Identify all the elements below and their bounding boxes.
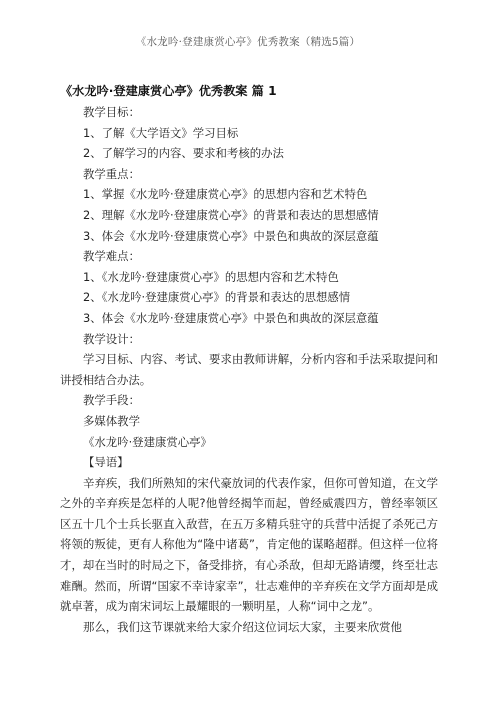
- difficulty-item-1: 1、《水龙吟·登建康赏心亭》的思想内容和艺术特色: [83, 269, 339, 284]
- difficulty-item-2: 2、《水龙吟·登建康赏心亭》的背景和表达的思想感情: [83, 290, 351, 305]
- paragraph-last: 那么，我们这节课就来给大家介绍这位词坛大家，主要来欣赏他: [83, 619, 402, 634]
- label-design: 教学设计：: [83, 331, 140, 346]
- key-point-item-2: 2、理解《水龙吟·登建康赏心亭》的背景和表达的思想感情: [83, 207, 379, 222]
- goal-item-1: 1、了解《大学语文》学习目标: [83, 125, 239, 140]
- paragraph-design: 学习目标、内容、考试、要求由教师讲解，分析内容和手法采取提问和讲授相结合办法。: [60, 352, 438, 387]
- poem-title: 《水龙吟·登建康赏心亭》: [83, 434, 212, 449]
- document-content: [60, 80, 438, 637]
- label-introduction: 【导语】: [83, 455, 129, 470]
- difficulty-item-3: 3、体会《水龙吟·登建康赏心亭》中景色和典故的深层意蕴: [83, 310, 379, 325]
- teaching-means-value: 多媒体教学: [83, 413, 140, 428]
- label-difficulties: 教学难点：: [83, 249, 140, 264]
- goal-item-2: 2、了解学习的内容、要求和考核的办法: [83, 146, 284, 161]
- document-header-title: 《水龙吟·登建康赏心亭》优秀教案（精选5篇）: [135, 36, 361, 48]
- label-key-points: 教学重点：: [83, 166, 140, 181]
- paragraph-introduction: 辛弃疾，我们所熟知的宋代豪放词的代表作家，但你可曾知道，在文学之外的辛弃疾是怎样的人呢?他曾经揭竿而起，曾经威震四方，曾经率领区区五十几个士兵长驱直入敌营，在五万多精兵驻守的兵营中活捉了杀死己方将领的叛徒，更有人称他为“隆中诸葛”，肯定他的谋略超群。但这样一位将才，却在当时的时局之下，备受排挤，有心杀敌，但却无路请缨，终至壮志难酬。然而，所谓“国家不幸诗家幸”，壮志难伸的辛弃疾在文学方面却是成就卓著，成为南宋词坛上最耀眼的一颗明星，人称“词中之龙”。: [60, 475, 438, 614]
- section-heading: 《水龙吟·登建康赏心亭》优秀教案 篇 1: [60, 84, 277, 98]
- key-point-item-1: 1、掌握《水龙吟·登建康赏心亭》的思想内容和艺术特色: [83, 187, 368, 202]
- label-teaching-means: 教学手段：: [83, 393, 140, 408]
- label-teaching-goals: 教学目标：: [83, 105, 140, 119]
- key-point-item-3: 3、体会《水龙吟·登建康赏心亭》中景色和典故的深层意蕴: [83, 228, 379, 243]
